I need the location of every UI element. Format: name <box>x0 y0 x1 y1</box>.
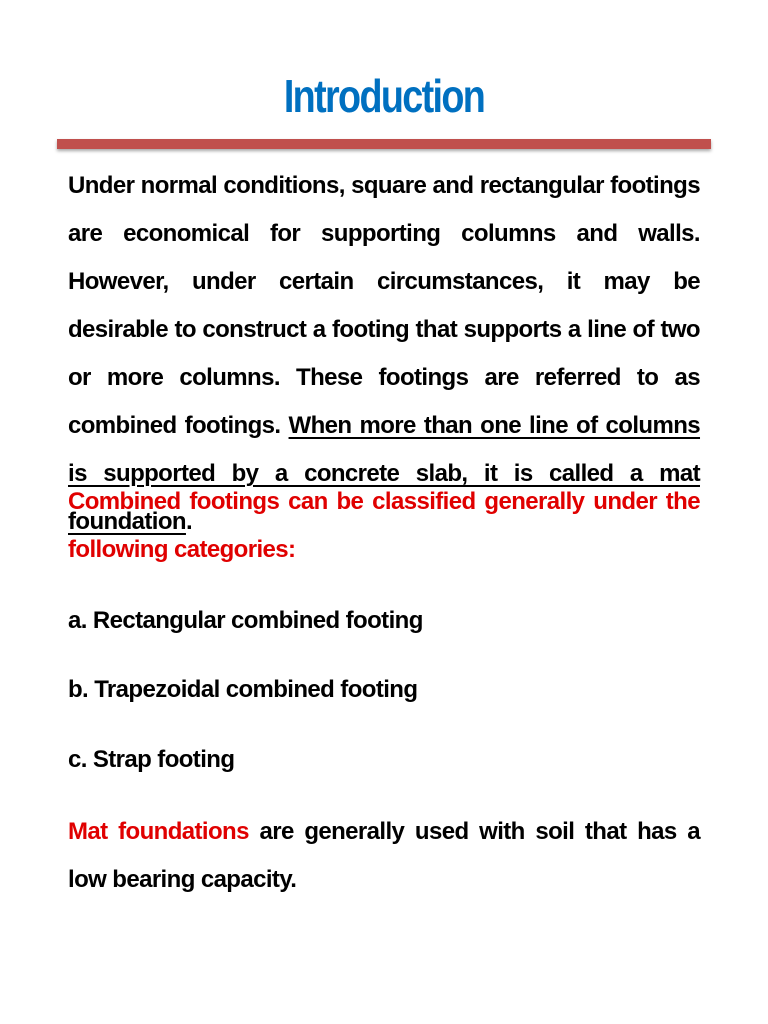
title-divider <box>57 139 711 149</box>
intro-period: . <box>185 508 193 535</box>
slide-title: Introduction <box>283 70 485 122</box>
mat-foundation-paragraph <box>68 808 700 904</box>
classification-paragraph: Combined footings can be classified generally under the following categories: <box>68 488 700 563</box>
intro-text: Under normal conditions, square and rectangular footings are economical for supporting columns and walls. However, under certain circumstances, it may be desirable to construct a footing that supports a line of two or more columns. These footings are referred to as combined footings. <box>68 172 700 439</box>
intro-underlined-text: When more than one line of columns is supported by a concrete slab, it is called a mat foundation <box>68 412 701 535</box>
list-item: c. Strap footing <box>68 746 235 773</box>
list-item: a. Rectangular combined footing <box>68 607 423 634</box>
mat-foundations-highlight: Mat foundations <box>68 818 249 845</box>
mat-foundations-text: are generally used with soil that has a low bearing capacity. <box>68 818 701 893</box>
list-item: b. Trapezoidal combined footing <box>68 676 418 703</box>
